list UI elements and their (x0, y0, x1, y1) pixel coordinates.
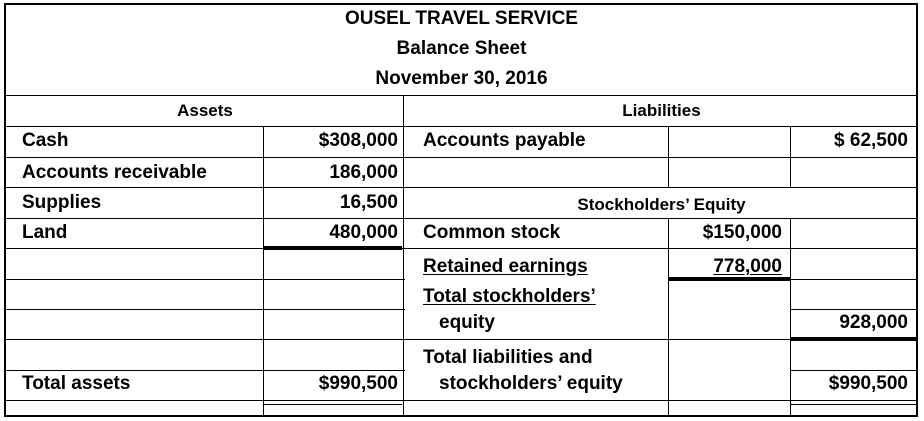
accounts-payable-amount: $ 62,500 (834, 130, 908, 151)
liabilities-heading: Liabilities (622, 101, 701, 120)
rule-row9 (5, 400, 918, 401)
asset-label-land: Land (22, 222, 68, 243)
company-name: OUSEL TRAVEL SERVICE (345, 8, 578, 29)
asset-label-receivable: Accounts receivable (22, 162, 207, 183)
retained-earnings-label: Retained earnings (423, 256, 588, 277)
retained-earnings-amount: 778,000 (713, 256, 782, 277)
asset-amount-receivable: 186,000 (329, 162, 398, 183)
total-equity-amount: 928,000 (839, 312, 908, 333)
common-stock-label: Common stock (423, 222, 561, 243)
rule-row1 (5, 157, 918, 158)
double-rule-le-total (790, 404, 918, 405)
col-line-equity-amount-b (668, 218, 669, 417)
accounts-payable-label: Accounts payable (423, 130, 586, 151)
rule-row3-left (5, 218, 405, 219)
total-equity-label-line2: equity (439, 312, 495, 333)
common-stock-amount: $150,000 (702, 222, 782, 243)
rule-heading-bottom (5, 126, 918, 127)
total-le-label-line1: Total liabilities and (423, 347, 593, 368)
asset-amount-supplies: 16,500 (339, 192, 398, 213)
rule-header-bottom (5, 95, 918, 96)
rule-row6-right (790, 309, 918, 310)
asset-label-cash: Cash (22, 130, 69, 151)
rule-row7 (5, 339, 918, 340)
total-assets-amount: $990,500 (318, 373, 398, 394)
rule-row6-left (5, 309, 405, 310)
rule-row5-left (5, 279, 405, 280)
rule-row3-right (405, 218, 918, 219)
asset-label-supplies: Supplies (22, 192, 102, 213)
rule-row8-left (5, 370, 405, 371)
rule-row4 (5, 248, 918, 249)
col-line-equity-amount-a (668, 126, 669, 187)
thick-rule-land (264, 246, 402, 250)
equity-heading: Stockholders’ Equity (577, 195, 746, 214)
double-rule-assets-total (264, 404, 402, 405)
asset-amount-cash: $308,000 (318, 130, 398, 151)
thick-rule-equity-total (791, 337, 918, 341)
statement-title: Balance Sheet (396, 38, 527, 59)
rule-row2 (5, 187, 918, 188)
total-equity-label-line1: Total stockholders’ (423, 286, 596, 307)
asset-amount-land: 480,000 (329, 222, 398, 243)
total-assets-label: Total assets (22, 373, 131, 394)
col-line-center (403, 95, 404, 417)
total-le-label-line2: stockholders’ equity (439, 373, 623, 394)
statement-date: November 30, 2016 (375, 68, 548, 89)
total-le-amount: $990,500 (828, 373, 908, 394)
rule-row8-right (790, 370, 918, 371)
assets-heading: Assets (177, 101, 233, 120)
